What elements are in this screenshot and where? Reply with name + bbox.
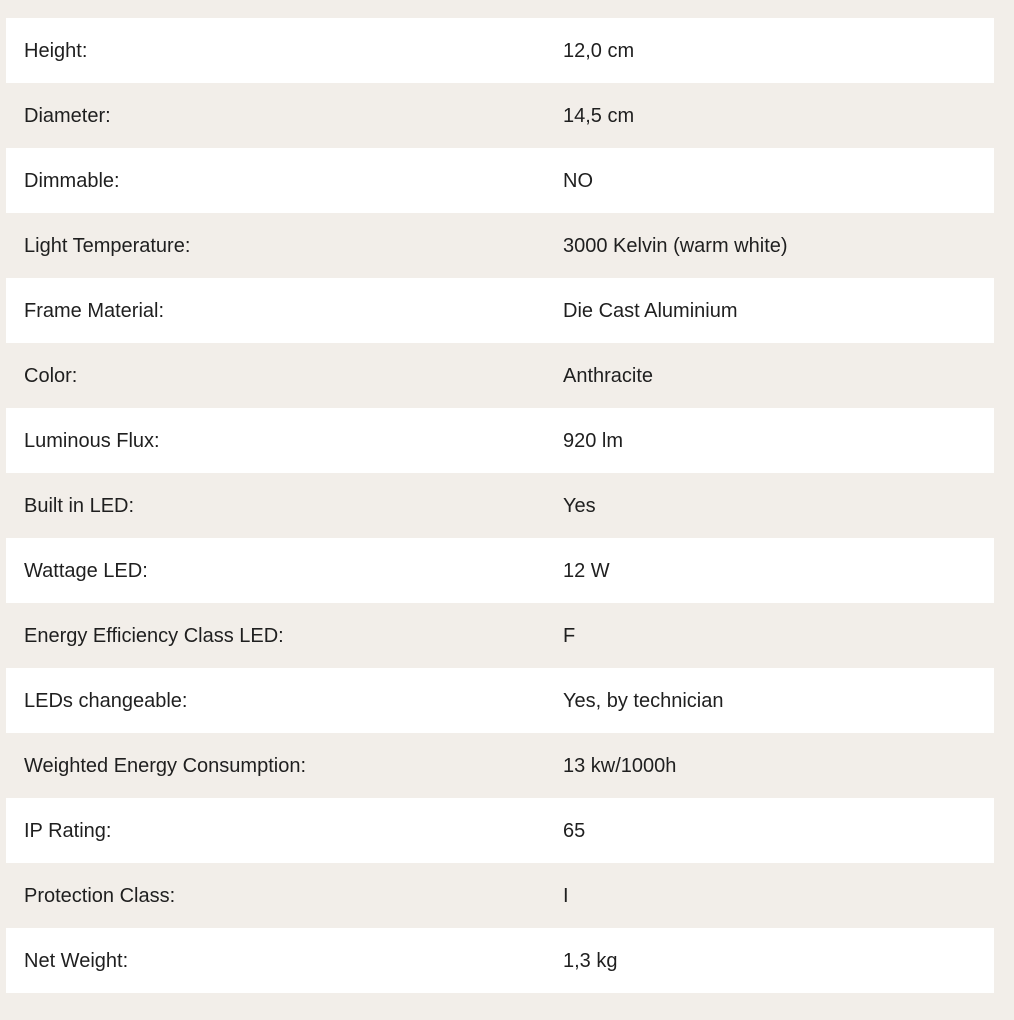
specifications-table [6, 18, 994, 993]
spec-value: 3000 Kelvin (warm white) [563, 234, 788, 257]
spec-row-diameter [6, 83, 994, 148]
spec-value: NO [563, 169, 593, 192]
spec-label: Luminous Flux: [24, 429, 160, 452]
spec-value: 13 kw/1000h [563, 754, 677, 777]
spec-label: IP Rating: [24, 819, 112, 842]
spec-value: 12,0 cm [563, 39, 635, 62]
spec-row-dimmable [6, 148, 994, 213]
spec-label: Wattage LED: [24, 559, 148, 582]
spec-value: 14,5 cm [563, 104, 635, 127]
spec-value: 1,3 kg [563, 949, 618, 972]
spec-label: Frame Material: [24, 299, 165, 322]
spec-value: 920 lm [563, 429, 624, 452]
spec-label: Diameter: [24, 104, 111, 127]
spec-row-height [6, 18, 994, 83]
spec-label: Built in LED: [24, 494, 135, 517]
spec-row-weighted-energy-consumption [6, 733, 994, 798]
spec-row-leds-changeable [6, 668, 994, 733]
spec-value: Anthracite [563, 364, 654, 387]
spec-label: Net Weight: [24, 949, 129, 972]
spec-value: Yes [563, 494, 596, 517]
spec-label: LEDs changeable: [24, 689, 188, 712]
spec-value: I [563, 884, 569, 907]
spec-label: Energy Efficiency Class LED: [24, 624, 284, 647]
spec-row-energy-efficiency-class [6, 603, 994, 668]
spec-value: 12 W [563, 559, 610, 582]
spec-row-ip-rating [6, 798, 994, 863]
spec-row-protection-class [6, 863, 994, 928]
spec-row-color [6, 343, 994, 408]
spec-label: Light Temperature: [24, 234, 191, 257]
spec-label: Dimmable: [24, 169, 120, 192]
spec-row-frame-material [6, 278, 994, 343]
spec-row-wattage-led [6, 538, 994, 603]
spec-row-net-weight [6, 928, 994, 993]
spec-value: Yes, by technician [563, 689, 724, 712]
spec-value: F [563, 624, 576, 647]
spec-label: Height: [24, 39, 88, 62]
spec-row-light-temperature [6, 213, 994, 278]
spec-row-built-in-led [6, 473, 994, 538]
spec-label: Weighted Energy Consumption: [24, 754, 307, 777]
spec-value: Die Cast Aluminium [563, 299, 738, 322]
spec-label: Color: [24, 364, 78, 387]
spec-value: 65 [563, 819, 586, 842]
spec-row-luminous-flux [6, 408, 994, 473]
spec-label: Protection Class: [24, 884, 176, 907]
